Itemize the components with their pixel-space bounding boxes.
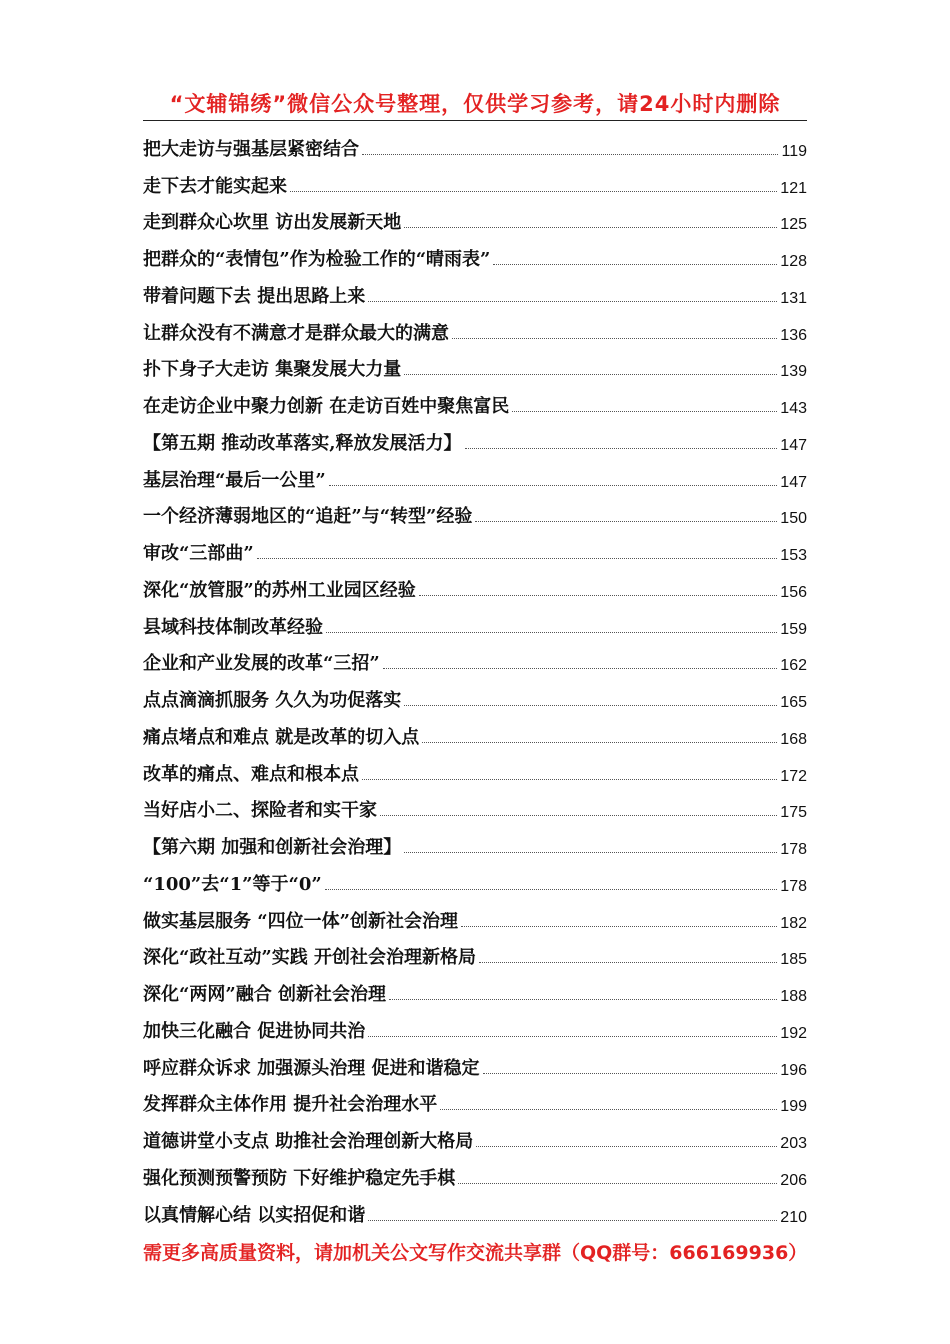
toc-entry-title: 一个经济薄弱地区的“追赶”与“转型”经验: [143, 506, 473, 528]
toc-entry-page-number: 175: [780, 804, 807, 822]
toc-entry-title: 【第五期 推动改革落实,释放发展活力】: [143, 432, 462, 454]
toc-dot-leader: [329, 485, 778, 486]
toc-entry-page-number: 196: [780, 1061, 807, 1079]
toc-entry-page-number: 159: [780, 620, 807, 638]
toc-dot-leader: [404, 852, 777, 853]
toc-entry-title: 走下去才能实起来: [143, 175, 287, 197]
toc-dot-leader: [368, 301, 777, 302]
toc-dot-leader: [326, 632, 777, 633]
toc-dot-leader: [404, 705, 777, 706]
toc-entry-page-number: 185: [780, 951, 807, 969]
toc-dot-leader: [440, 1109, 777, 1110]
toc-dot-leader: [368, 1220, 777, 1221]
toc-entry-title: 发挥群众主体作用 提升社会治理水平: [143, 1094, 438, 1116]
toc-dot-leader: [290, 191, 777, 192]
toc-entry-page-number: 128: [780, 253, 807, 270]
toc-entry-page-number: 172: [780, 767, 807, 785]
toc-entry[interactable]: [143, 455, 807, 492]
toc-entry-title: 深化“政社互动”实践 开创社会治理新格局: [143, 947, 476, 969]
toc-entry-title: 把大走访与强基层紧密结合: [143, 138, 359, 160]
toc-entry[interactable]: [143, 786, 807, 823]
toc-entry-title: 县域科技体制改革经验: [143, 616, 323, 638]
toc-dot-leader: [512, 411, 777, 412]
toc-entry-page-number: 188: [780, 988, 807, 1005]
toc-entry-page-number: 210: [780, 1208, 807, 1226]
toc-entry-title: 改革的痛点、难点和根本点: [143, 763, 359, 785]
toc-entry-page-number: 168: [780, 730, 807, 748]
toc-entry[interactable]: [143, 933, 807, 970]
toc-entry-title: 扑下身子大走访 集聚发展大力量: [143, 359, 402, 381]
toc-entry-title: 审改“三部曲”: [143, 543, 254, 564]
toc-dot-leader: [362, 779, 777, 780]
toc-dot-leader: [404, 227, 777, 228]
toc-dot-leader: [476, 1146, 777, 1147]
toc-entry-title: 痛点堵点和难点 就是改革的切入点: [143, 726, 420, 748]
toc-dot-leader: [383, 668, 778, 669]
toc-entry-title: 点点滴滴抓服务 久久为功促落实: [143, 690, 402, 711]
promo-footer: 需更多高质量资料，请加机关公文写作交流共享群（QQ群号：666169936）: [143, 1242, 808, 1264]
toc-entry-title: “100”去“1”等于“0”: [143, 873, 322, 895]
toc-entry[interactable]: [143, 234, 807, 271]
toc-entry[interactable]: [143, 418, 807, 455]
toc-entry-page-number: 131: [780, 289, 807, 307]
toc-entry-title: 道德讲堂小支点 助推社会治理创新大格局: [143, 1131, 474, 1152]
toc-dot-leader: [404, 374, 777, 375]
toc-entry-page-number: 162: [780, 657, 807, 675]
toc-entry-page-number: 143: [780, 400, 807, 417]
toc-entry[interactable]: [143, 381, 807, 418]
toc-dot-leader: [389, 999, 777, 1000]
toc-entry[interactable]: [143, 528, 807, 565]
toc-entry[interactable]: [143, 896, 807, 933]
toc-entry-page-number: 139: [780, 363, 807, 381]
toc-entry-page-number: 192: [780, 1024, 807, 1042]
toc-entry[interactable]: [143, 161, 807, 198]
toc-entry-page-number: 178: [780, 841, 807, 858]
toc-entry-title: 呼应群众诉求 加强源头治理 促进和谐稳定: [143, 1057, 480, 1079]
toc-entry[interactable]: [143, 271, 807, 308]
toc-dot-leader: [465, 448, 778, 449]
watermark-header: “文辅锦绣”微信公众号整理，仅供学习参考，请24小时内删除: [169, 92, 781, 116]
toc-entry[interactable]: [143, 602, 807, 639]
toc-entry-title: 加快三化融合 促进协同共治: [143, 1020, 366, 1042]
toc-entry[interactable]: [143, 124, 807, 161]
toc-entry-page-number: 199: [780, 1098, 807, 1116]
toc-entry-title: 深化“放管服”的苏州工业园区经验: [143, 579, 416, 601]
toc-dot-leader: [458, 1183, 777, 1184]
toc-entry-page-number: 125: [780, 216, 807, 234]
toc-entry-title: 企业和产业发展的改革“三招”: [143, 653, 380, 675]
toc-dot-leader: [419, 595, 778, 596]
table-of-contents: [143, 124, 807, 1227]
toc-entry[interactable]: [143, 1080, 807, 1117]
toc-dot-leader: [380, 815, 777, 816]
toc-dot-leader: [493, 264, 777, 265]
header-rule: [143, 120, 807, 121]
toc-entry-page-number: 203: [780, 1135, 807, 1152]
toc-entry-title: 做实基层服务 “四位一体”创新社会治理: [143, 910, 458, 932]
toc-entry[interactable]: [143, 565, 807, 602]
toc-dot-leader: [362, 154, 778, 155]
toc-entry[interactable]: [143, 859, 807, 896]
toc-dot-leader: [461, 926, 777, 927]
toc-entry[interactable]: [143, 492, 807, 529]
toc-entry-page-number: 150: [780, 510, 807, 528]
toc-entry[interactable]: [143, 1006, 807, 1043]
toc-dot-leader: [479, 962, 777, 963]
toc-entry-page-number: 182: [780, 914, 807, 932]
toc-entry-page-number: 206: [780, 1171, 807, 1189]
toc-entry[interactable]: [143, 198, 807, 235]
toc-dot-leader: [257, 558, 778, 559]
toc-entry[interactable]: [143, 308, 807, 345]
toc-entry[interactable]: [143, 1190, 807, 1227]
toc-entry-title: 走到群众心坎里 访出发展新天地: [143, 212, 402, 234]
toc-entry-page-number: 136: [780, 326, 807, 344]
toc-entry-page-number: 121: [780, 179, 807, 197]
toc-entry[interactable]: [143, 822, 807, 859]
toc-entry-title: 以真情解心结 以实招促和谐: [143, 1204, 366, 1226]
toc-entry[interactable]: [143, 675, 807, 712]
toc-entry-page-number: 119: [781, 142, 807, 160]
toc-entry[interactable]: [143, 969, 807, 1006]
toc-dot-leader: [483, 1073, 778, 1074]
toc-entry-page-number: 165: [780, 694, 807, 711]
toc-entry[interactable]: [143, 1043, 807, 1080]
toc-dot-leader: [325, 889, 778, 890]
toc-dot-leader: [475, 521, 777, 522]
toc-entry[interactable]: [143, 1116, 807, 1153]
toc-dot-leader: [368, 1036, 777, 1037]
toc-dot-leader: [452, 338, 777, 339]
toc-entry[interactable]: [143, 1153, 807, 1190]
toc-entry-page-number: 156: [780, 583, 807, 601]
toc-entry-title: 带着问题下去 提出思路上来: [143, 285, 366, 307]
toc-entry[interactable]: [143, 749, 807, 786]
toc-dot-leader: [422, 742, 777, 743]
toc-entry-title: 在走访企业中聚力创新 在走访百姓中聚焦富民: [143, 396, 510, 417]
toc-entry-title: 强化预测预警预防 下好维护稳定先手棋: [143, 1167, 456, 1189]
toc-entry-page-number: 178: [780, 877, 807, 895]
toc-entry-title: 让群众没有不满意才是群众最大的满意: [143, 322, 449, 344]
toc-entry[interactable]: [143, 712, 807, 749]
toc-entry[interactable]: [143, 639, 807, 676]
toc-entry-page-number: 147: [780, 473, 807, 491]
toc-entry-title: 深化“两网”融合 创新社会治理: [143, 984, 386, 1005]
toc-entry-page-number: 147: [780, 436, 807, 454]
toc-entry-title: 当好店小二、探险者和实干家: [143, 800, 377, 822]
toc-entry-page-number: 153: [780, 547, 807, 564]
toc-entry-title: 【第六期 加强和创新社会治理】: [143, 837, 402, 858]
toc-entry-title: 基层治理“最后一公里”: [143, 469, 326, 491]
toc-entry-title: 把群众的“表情包”作为检验工作的“晴雨表”: [143, 249, 491, 270]
toc-entry[interactable]: [143, 345, 807, 382]
